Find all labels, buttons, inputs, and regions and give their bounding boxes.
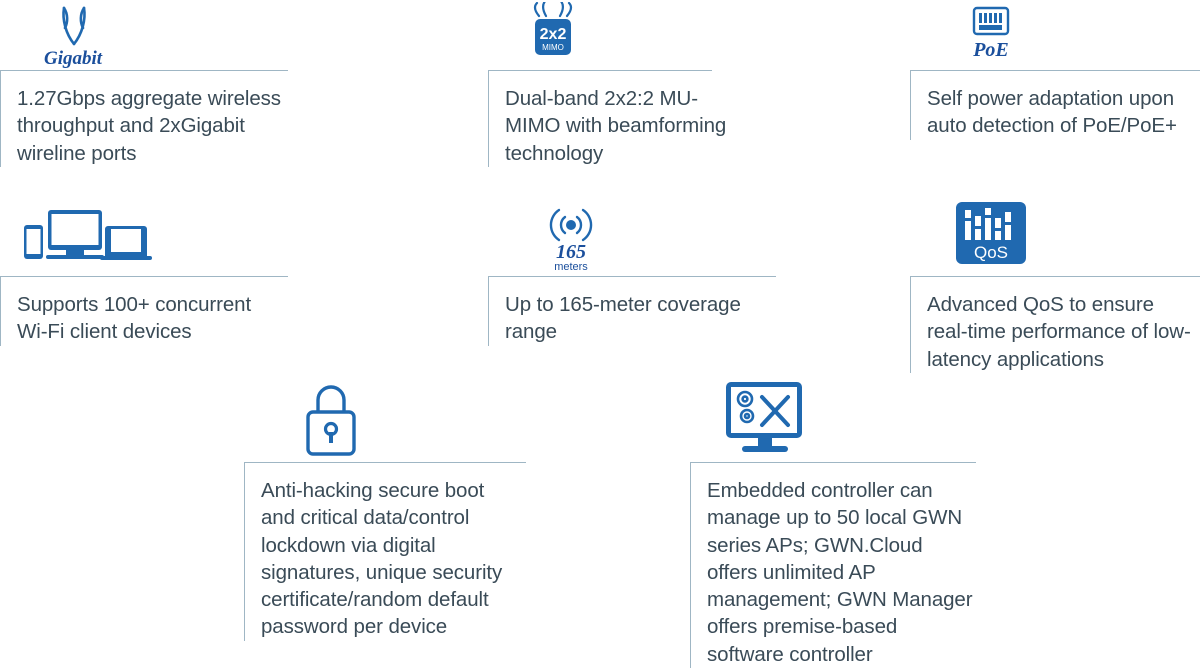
- padlock-icon-wrap: [244, 372, 526, 462]
- monitor-tools-icon-wrap: [690, 372, 980, 462]
- monitor-stand-base: [742, 446, 788, 452]
- feature-text: Dual-band 2x2:2 MU-MIMO with beamforming technology: [488, 71, 733, 167]
- feature-qos: [910, 196, 1200, 373]
- feature-poe: [910, 0, 1200, 140]
- coverage-range-icon: [534, 200, 608, 276]
- feature-security: [244, 372, 526, 641]
- feature-text: Supports 100+ concurrent Wi-Fi client devices: [0, 277, 290, 346]
- padlock-icon: [298, 376, 364, 462]
- qos-icon-label: QoS: [973, 243, 1009, 262]
- feature-controller: [690, 372, 980, 668]
- feature-text: Advanced QoS to ensure real-time performance of low-latency applications: [910, 277, 1200, 373]
- padlock-shackle: [318, 387, 344, 412]
- feature-text: Up to 165-meter coverage range: [488, 277, 778, 346]
- feature-text: Anti-hacking secure boot and critical data/control lockdown via digital signatures, unique security certificate/random default password per device: [244, 463, 526, 641]
- gigabit-icon-label: Gigabit: [43, 48, 103, 69]
- coverage-icon-label: 165: [556, 241, 586, 263]
- feature-text: Self power adaptation upon auto detection of PoE/PoE+: [910, 71, 1200, 140]
- feature-clients: [0, 196, 290, 346]
- qos-equalizer-icon: [950, 200, 1030, 276]
- poe-icon-label: PoE: [973, 39, 1009, 61]
- feature-mu-mimo: [488, 0, 733, 167]
- monitor-stand-neck: [758, 438, 772, 446]
- multi-devices-icon-wrap: [0, 196, 290, 276]
- multi-devices-icon: [22, 200, 152, 276]
- feature-throughput: [0, 0, 290, 167]
- qos-equalizer-icon-wrap: [910, 196, 1200, 276]
- feature-coverage: [488, 196, 778, 346]
- feature-text: Embedded controller can manage up to 50 local GWN series APs; GWN.Cloud offers unlimited AP management; GWN Manager offers premise-based software controller: [690, 463, 980, 668]
- poe-port-icon: [963, 4, 1019, 70]
- coverage-center-dot: [566, 220, 576, 230]
- monitor-tools-icon: [720, 376, 810, 462]
- mimo-icon-label: 2x2: [539, 26, 567, 43]
- mimo-icon-sublabel: MIMO: [542, 43, 564, 52]
- poe-port-icon-wrap: [910, 0, 1200, 70]
- gigabit-antenna-icon-wrap: [0, 0, 290, 70]
- coverage-icon-sublabel: meters: [554, 261, 588, 273]
- padlock-keyhole-stem: [329, 432, 333, 443]
- 2x2-mimo-icon: [518, 2, 588, 70]
- coverage-range-icon-wrap: [488, 196, 778, 276]
- feature-text: 1.27Gbps aggregate wireless throughput and 2xGigabit wireline ports: [0, 71, 290, 167]
- gigabit-antenna-icon: [30, 4, 116, 70]
- 2x2-mimo-icon-wrap: [488, 0, 733, 70]
